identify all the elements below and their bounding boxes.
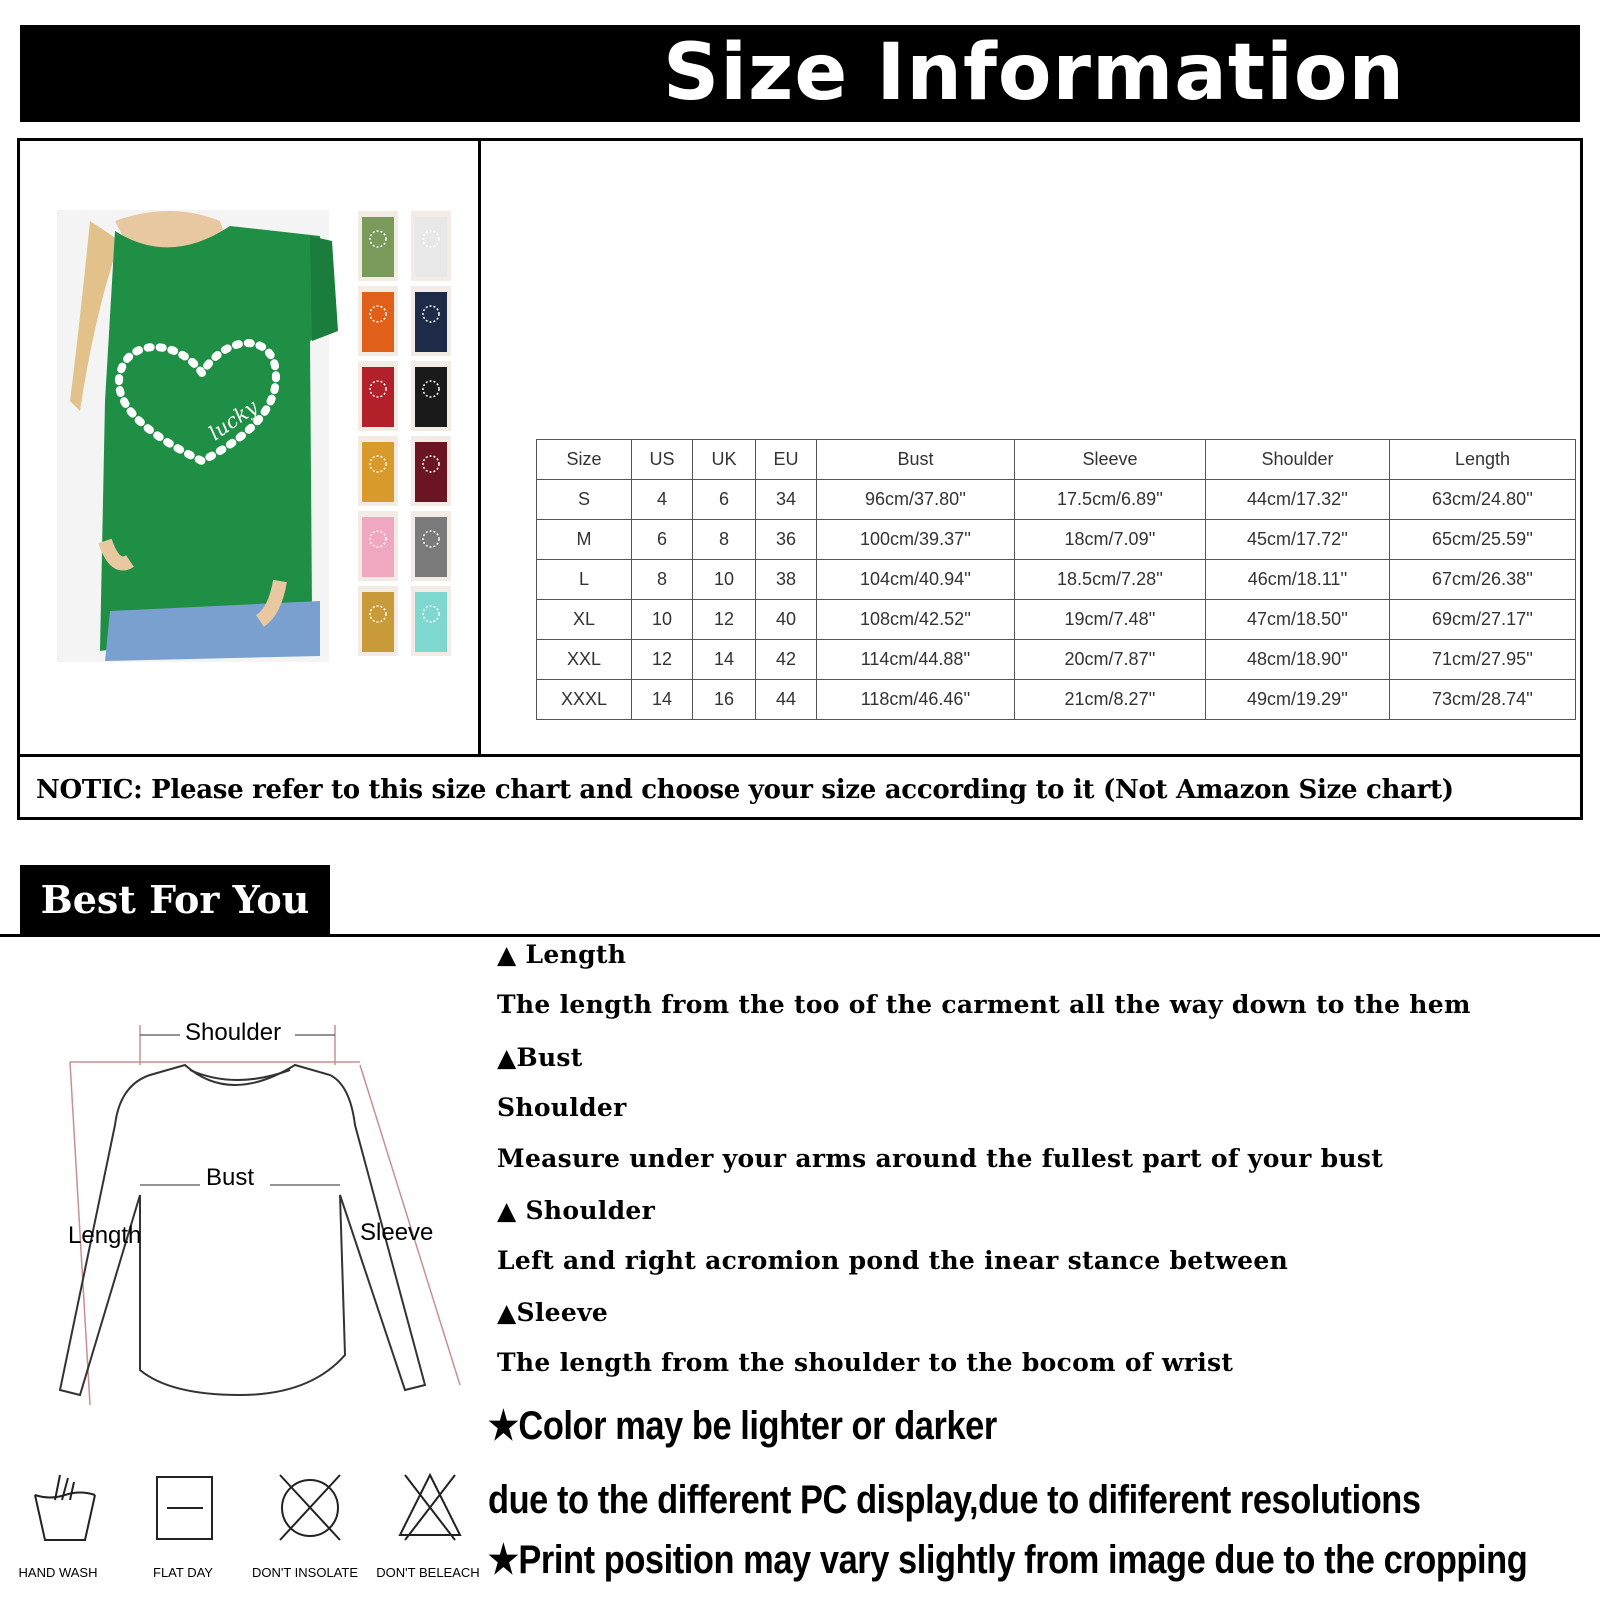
table-cell: 69cm/27.17'' — [1390, 600, 1576, 640]
def-length-text: The length from the too of the carment all the way down to the hem — [497, 990, 1471, 1019]
table-cell: 67cm/26.38'' — [1390, 560, 1576, 600]
table-cell: 48cm/18.90'' — [1206, 640, 1390, 680]
table-header-row — [537, 440, 1576, 480]
diagram-sleeve-label: Sleeve — [360, 1219, 434, 1246]
notice-row — [20, 754, 1580, 820]
color-swatch — [411, 211, 451, 281]
color-swatch — [411, 586, 451, 656]
table-cell: 47cm/18.50'' — [1206, 600, 1390, 640]
table-cell: 19cm/7.48'' — [1015, 600, 1206, 640]
table-cell: 12 — [693, 600, 756, 640]
table-cell: 14 — [632, 680, 693, 720]
product-image-panel — [20, 141, 481, 754]
table-cell: 17.5cm/6.89'' — [1015, 480, 1206, 520]
table-cell: 14 — [693, 640, 756, 680]
def-sleeve-heading: ▲Sleeve — [497, 1298, 609, 1327]
table-cell: 36 — [756, 520, 817, 560]
table-cell: 44 — [756, 680, 817, 720]
notice-text: NOTIC: Please refer to this size chart and choose your size according to it (Not Amazon Size chart) — [36, 775, 1454, 805]
table-row — [537, 480, 1576, 520]
color-swatch — [358, 436, 398, 506]
measurement-diagram — [40, 975, 480, 1455]
def-bust-heading: ▲Bust — [497, 1043, 583, 1072]
table-row — [537, 680, 1576, 720]
table-cell: M — [537, 520, 632, 560]
table-cell: 38 — [756, 560, 817, 600]
note-print-position: ★Print position may vary slightly from image due to the cropping — [488, 1538, 1528, 1582]
care-label-dont-bleach: DON'T BELEACH — [376, 1565, 480, 1580]
def-bust-text: Measure under your arms around the fullest part of your bust — [497, 1144, 1384, 1173]
color-swatch — [358, 361, 398, 431]
diagram-shoulder-label: Shoulder — [185, 1019, 282, 1046]
care-label-hand-wash: HAND WASH — [18, 1565, 98, 1580]
diagram-bust-label: Bust — [206, 1164, 255, 1191]
table-cell: 46cm/18.11'' — [1206, 560, 1390, 600]
table-cell: 8 — [693, 520, 756, 560]
table-cell: XXL — [537, 640, 632, 680]
color-swatch — [358, 211, 398, 281]
column-header: EU — [756, 440, 817, 480]
color-swatch — [411, 286, 451, 356]
table-cell: 63cm/24.80'' — [1390, 480, 1576, 520]
def-bust-sub: Shoulder — [497, 1093, 627, 1122]
column-header: UK — [693, 440, 756, 480]
table-cell: 114cm/44.88'' — [817, 640, 1015, 680]
color-swatch — [411, 361, 451, 431]
color-swatch — [358, 286, 398, 356]
color-swatch — [411, 436, 451, 506]
size-info-box — [17, 138, 1583, 820]
section-divider — [0, 934, 1600, 937]
table-cell: 16 — [693, 680, 756, 720]
table-cell: 4 — [632, 480, 693, 520]
def-shoulder-heading: ▲ Shoulder — [497, 1196, 656, 1225]
table-row — [537, 640, 1576, 680]
table-body — [537, 480, 1576, 720]
table-cell: 65cm/25.59'' — [1390, 520, 1576, 560]
color-swatch — [411, 511, 451, 581]
def-sleeve-text: The length from the shoulder to the bocom of wrist — [497, 1348, 1234, 1377]
note-color: ★Color may be lighter or darker — [488, 1404, 997, 1448]
table-cell: 100cm/39.37'' — [817, 520, 1015, 560]
table-cell: 118cm/46.46'' — [817, 680, 1015, 720]
table-row — [537, 560, 1576, 600]
note-display: due to the different PC display,due to dififerent resolutions — [488, 1478, 1421, 1522]
column-header: Sleeve — [1015, 440, 1206, 480]
best-for-you-tab — [20, 865, 330, 935]
care-label-flat-dry: FLAT DAY — [153, 1565, 213, 1580]
table-cell: 96cm/37.80'' — [817, 480, 1015, 520]
table-cell: 73cm/28.74'' — [1390, 680, 1576, 720]
table-cell: 8 — [632, 560, 693, 600]
color-swatch-column — [358, 211, 451, 656]
dont-bleach-icon — [395, 1470, 465, 1545]
table-cell: 45cm/17.72'' — [1206, 520, 1390, 560]
column-header: Size — [537, 440, 632, 480]
def-length-heading: ▲ Length — [497, 940, 627, 969]
table-row — [537, 520, 1576, 560]
table-cell: 21cm/8.27'' — [1015, 680, 1206, 720]
column-header: Shoulder — [1206, 440, 1390, 480]
jeans — [105, 601, 320, 661]
def-shoulder-text: Left and right acromion pond the inear stance between — [497, 1246, 1289, 1275]
table-cell: 12 — [632, 640, 693, 680]
table-cell: XL — [537, 600, 632, 640]
flat-dry-icon — [155, 1475, 215, 1545]
column-header: Bust — [817, 440, 1015, 480]
diagram-length-label: Length — [68, 1222, 142, 1249]
column-header: US — [632, 440, 693, 480]
table-cell: 44cm/17.32'' — [1206, 480, 1390, 520]
best-for-you-label: Best For You — [40, 877, 310, 922]
table-cell: 20cm/7.87'' — [1015, 640, 1206, 680]
table-cell: 108cm/42.52'' — [817, 600, 1015, 640]
table-row — [537, 600, 1576, 640]
color-swatch — [358, 586, 398, 656]
table-cell: 104cm/40.94'' — [817, 560, 1015, 600]
care-icons-row — [0, 1470, 480, 1580]
table-cell: 6 — [693, 480, 756, 520]
page-title: Size Information — [663, 28, 1405, 118]
title-bar — [20, 25, 1580, 122]
product-photo — [20, 141, 478, 754]
care-label-dont-insolate: DON'T INSOLATE — [251, 1565, 359, 1580]
print-text: lucky — [204, 394, 263, 446]
color-swatch — [358, 511, 398, 581]
hand-wash-icon — [30, 1470, 100, 1550]
table-cell: 49cm/19.29'' — [1206, 680, 1390, 720]
table-cell: 10 — [632, 600, 693, 640]
table-cell: XXXL — [537, 680, 632, 720]
size-table — [536, 439, 1576, 720]
column-header: Length — [1390, 440, 1576, 480]
table-cell: 42 — [756, 640, 817, 680]
table-cell: 6 — [632, 520, 693, 560]
table-cell: L — [537, 560, 632, 600]
table-cell: 40 — [756, 600, 817, 640]
dont-insolate-icon — [275, 1470, 345, 1545]
table-cell: 18cm/7.09'' — [1015, 520, 1206, 560]
table-cell: 18.5cm/7.28'' — [1015, 560, 1206, 600]
table-cell: 34 — [756, 480, 817, 520]
table-cell: 71cm/27.95'' — [1390, 640, 1576, 680]
table-cell: S — [537, 480, 632, 520]
table-cell: 10 — [693, 560, 756, 600]
